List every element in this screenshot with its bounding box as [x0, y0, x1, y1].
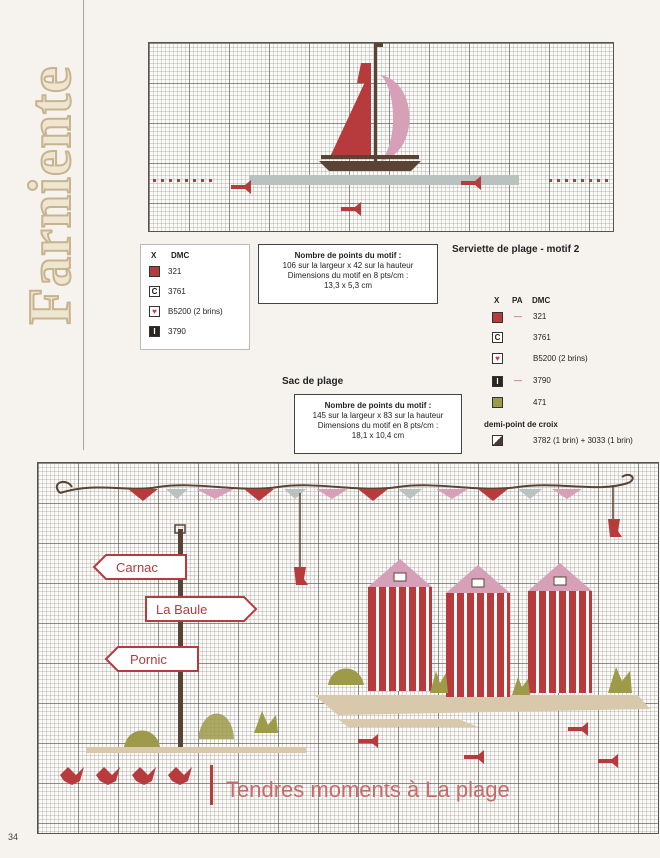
serviette-head-pa: PA	[512, 296, 523, 305]
sailboat-motif	[149, 43, 613, 231]
flag	[377, 43, 383, 47]
legend-row-3761: C 3761	[149, 285, 186, 299]
serviette-row-3761: C 3761	[492, 331, 551, 345]
info-dimensions-value: 13,3 x 5,3 cm	[323, 281, 373, 290]
sailboat-chart	[148, 42, 614, 232]
symbol-321-icon	[492, 312, 503, 323]
symbol-bar-icon: I	[149, 326, 160, 337]
fish-left	[231, 180, 251, 194]
symbol-c-icon: C	[149, 286, 160, 297]
info-dimensions-label: Dimensions du motif en 8 pts/cm :	[287, 271, 409, 280]
legend-sailboat	[140, 244, 250, 350]
hanging-fish-right	[608, 519, 622, 537]
fish-center	[341, 202, 361, 216]
caption-divider	[210, 765, 213, 805]
info-title: Nombre de points du motif :	[294, 251, 402, 260]
dune-rock	[328, 669, 364, 686]
motif-info-sailboat	[258, 244, 438, 304]
hut-2-window	[472, 579, 484, 587]
symbol-c-icon: C	[492, 332, 503, 343]
left-seaweed	[254, 711, 278, 733]
mast	[374, 43, 377, 163]
sign-labaule-text: La Baule	[156, 602, 208, 617]
beach-chart	[37, 462, 659, 834]
info-width-height: 145 sur la largeur x 83 sur la hauteur	[312, 411, 444, 420]
info-title: Nombre de points du motif :	[324, 401, 432, 410]
margin-divider	[83, 0, 84, 450]
half-stitch-row: 3782 (1 brin) + 3033 (1 brin)	[492, 434, 633, 448]
legend-row-321: 321	[149, 265, 181, 279]
symbol-heart-icon: ♥	[149, 306, 160, 317]
pink-sail	[381, 75, 410, 161]
crab-motifs	[60, 767, 192, 785]
symbol-321-icon	[149, 266, 160, 277]
hut-1-window	[394, 573, 406, 581]
left-rock-1	[124, 731, 160, 748]
serviette-title: Serviette de plage - motif 2	[452, 244, 580, 255]
legend-row-b5200: ♥ B5200 (2 brins)	[149, 305, 223, 319]
symbol-lines-icon	[492, 397, 503, 408]
hut-3-window	[554, 577, 566, 585]
bunting-flags	[128, 489, 582, 501]
legend-row-3790: I 3790	[149, 325, 186, 339]
serviette-head-dmc: DMC	[532, 296, 551, 305]
hut-seaweed-2	[512, 677, 530, 695]
symbol-heart-icon: ♥	[492, 353, 503, 364]
beach-motif	[38, 463, 658, 833]
symbol-triangle-icon	[492, 435, 503, 446]
info-dimensions-label: Dimensions du motif en 8 pts/cm :	[317, 421, 439, 430]
motif-info-sac	[294, 394, 462, 454]
info-dimensions-value: 18,1 x 10,4 cm	[351, 431, 405, 440]
hut-seaweed-3	[608, 667, 632, 693]
page-number: 34	[8, 832, 19, 842]
serviette-row-3790: I — 3790	[492, 374, 551, 388]
half-stitch-title: demi-point de croix	[484, 420, 558, 429]
deck	[321, 155, 419, 159]
sign-carnac-text: Carnac	[116, 560, 158, 575]
side-title: Farniente	[17, 65, 83, 325]
serviette-row-471: 471	[492, 396, 546, 410]
red-sail-top	[357, 63, 371, 83]
left-rock-2	[198, 714, 234, 740]
info-width-height: 106 sur la largeur x 42 sur la hauteur	[282, 261, 414, 270]
serviette-row-b5200: ♥ B5200 (2 brins)	[492, 352, 588, 366]
sign-pornic-text: Pornic	[130, 652, 167, 667]
symbol-bar-icon: I	[492, 376, 503, 387]
sac-title: Sac de plage	[282, 376, 344, 387]
caption-text: Tendres moments à La plage	[226, 777, 510, 802]
hull	[319, 161, 421, 171]
hanging-fish-left	[294, 567, 308, 585]
legend-head-dmc: DMC	[171, 251, 190, 260]
hut-seaweed-1	[430, 671, 448, 693]
huts-sand	[314, 695, 650, 715]
huts-sand-lower	[338, 719, 478, 727]
legend-head-x: X	[151, 251, 157, 260]
serviette-row-321: — 321	[492, 310, 546, 324]
swimming-fish	[358, 722, 618, 768]
left-sand	[86, 747, 306, 753]
serviette-head-x: X	[494, 296, 500, 305]
